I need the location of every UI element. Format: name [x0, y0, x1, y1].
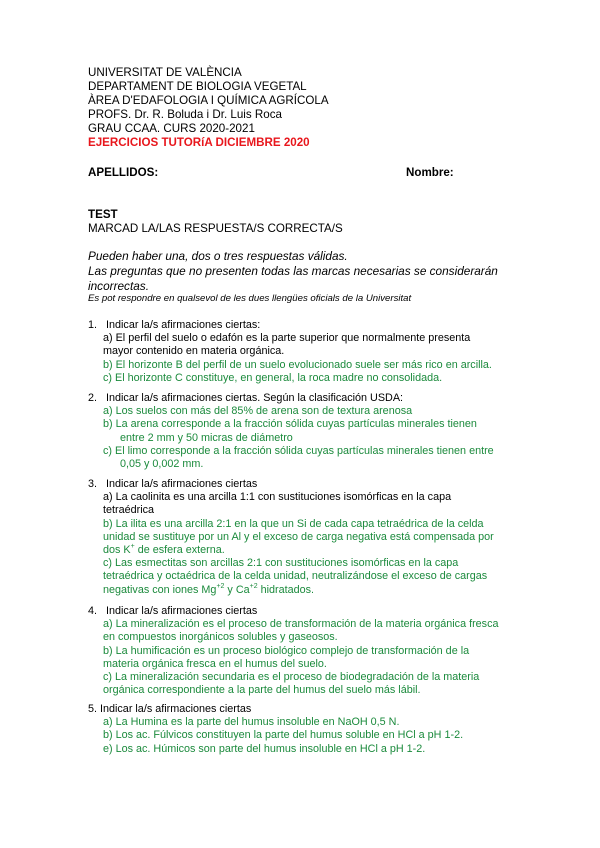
- answer-a-line2[interactable]: mayor contenido en materia orgánica.: [103, 345, 285, 358]
- question-number: 2.: [88, 392, 98, 404]
- question-number: 1.: [88, 319, 98, 331]
- answer-a-line2[interactable]: en compuestos inorgánicos solubles y gaseosos.: [103, 631, 338, 644]
- question-5: [88, 703, 528, 756]
- question-number: 4.: [88, 605, 98, 617]
- answer-c-line2[interactable]: 0,05 y 0,002 mm.: [120, 458, 204, 471]
- answer-c[interactable]: c) El horizonte C constituye, en general, la roca madre no consolidada.: [103, 371, 443, 384]
- answer-c-line1[interactable]: c) Las esmectitas son arcillas 2:1 con sustituciones isomórficas en la capa: [103, 557, 459, 570]
- apellidos-label: APELLIDOS:: [88, 166, 159, 179]
- note-valid-answers: Pueden haber una, dos o tres respuestas válidas.: [88, 249, 348, 263]
- answer-b-line2[interactable]: materia orgánica fresca en el humus del suelo.: [103, 657, 327, 670]
- question-prompt: 5. Indicar la/s afirmaciones ciertas: [88, 703, 252, 715]
- answer-e[interactable]: e) Los ac. Húmicos son parte del humus insoluble en HCl a pH 1-2.: [103, 742, 426, 755]
- answer-c-line2[interactable]: orgánica correspondiente a la parte del humus del suelo más lábil.: [103, 684, 421, 697]
- answer-b-line2[interactable]: entre 2 mm y 50 micras de diámetro: [120, 431, 293, 444]
- answer-c-line1[interactable]: c) La mineralización secundaria es el proceso de biodegradación de la materia: [103, 671, 480, 684]
- professors: PROFS. Dr. R. Boluda i Dr. Luis Roca: [88, 108, 282, 121]
- answer-a-line2[interactable]: tetraédrica: [103, 504, 155, 517]
- question-prompt: Indicar la/s afirmaciones ciertas: [106, 478, 258, 490]
- department-name: DEPARTAMENT DE BIOLOGIA VEGETAL: [88, 80, 307, 93]
- answer-c-line3[interactable]: negativas con iones $Mg^{+2}$ y $Ca^{+2}$ hidratados.: [103, 582, 315, 596]
- question-number: 3.: [88, 478, 98, 490]
- question-prompt: Indicar la/s afirmaciones ciertas. Según la clasificación USDA:: [106, 392, 404, 404]
- document-title: EJERCICIOS TUTORíA DICIEMBRE 2020: [88, 136, 310, 149]
- answer-a-line1[interactable]: a) La mineralización es el proceso de transformación de la materia orgánica fresca: [103, 618, 499, 631]
- test-title: TEST: [88, 208, 118, 221]
- answer-c-line1[interactable]: c) El limo corresponde a la fracción sólida cuyas partículas minerales tienen entre: [103, 444, 494, 457]
- answer-c-line2[interactable]: tetraédrica y octaédrica de la celda unidad, neutralizándose el exceso de cargas: [103, 570, 488, 583]
- answer-b-line1[interactable]: b) La humificación es un proceso biológico complejo de transformación de la: [103, 644, 470, 657]
- answer-a-line1[interactable]: a) La caolinita es una arcilla 1:1 con sustituciones isomórficas en la capa: [103, 491, 452, 504]
- area-name: ÀREA D'EDAFOLOGIA I QUÍMICA AGRÍCOLA: [88, 94, 329, 107]
- note-incomplete-line2: incorrectas.: [88, 279, 149, 293]
- university-name: UNIVERSITAT DE VALÈNCIA: [88, 66, 242, 79]
- answer-b[interactable]: b) Los ac. Fúlvicos constituyen la parte del humus soluble en HCl a pH 1-2.: [103, 729, 464, 742]
- answer-b-line2[interactable]: unidad se sustituye por un Al y el exceso de carga negativa está compensada por: [103, 530, 494, 543]
- answer-a[interactable]: a) Los suelos con más del 85% de arena son de textura arenosa: [103, 405, 413, 418]
- course-info: GRAU CCAA. CURS 2020-2021: [88, 122, 255, 135]
- answer-a-line1[interactable]: a) El perfil del suelo o edafón es la parte superior que normalmente presenta: [103, 332, 471, 345]
- question-4: [88, 605, 528, 697]
- question-3: [88, 478, 528, 597]
- note-languages: Es pot respondre en qualsevol de les dues llengües oficials de la Universitat: [88, 293, 412, 304]
- test-subtitle: MARCAD LA/LAS RESPUESTA/S CORRECTA/S: [88, 222, 343, 235]
- question-prompt: Indicar la/s afirmaciones ciertas: [106, 605, 258, 617]
- note-incomplete-line1: Las preguntas que no presenten todas las marcas necesarias se considerarán: [88, 264, 498, 278]
- answer-b[interactable]: b) El horizonte B del perfil de un suelo evolucionado suele ser más rico en arcilla.: [103, 358, 492, 371]
- answer-b-line1[interactable]: b) La ilita es una arcilla 2:1 en la que un Si de cada capa tetraédrica de la celda: [103, 517, 484, 530]
- question-1: [88, 319, 528, 385]
- nombre-label: Nombre:: [406, 166, 454, 179]
- answer-b-line1[interactable]: b) La arena corresponde a la fracción sólida cuyas partículas minerales tienen: [103, 418, 477, 431]
- answer-b-line3[interactable]: dos K+ de esfera externa.: [103, 543, 225, 557]
- answer-a[interactable]: a) La Humina es la parte del humus insoluble en NaOH 0,5 N.: [103, 716, 400, 729]
- question-prompt: Indicar la/s afirmaciones ciertas:: [106, 319, 261, 331]
- question-2: [88, 392, 528, 471]
